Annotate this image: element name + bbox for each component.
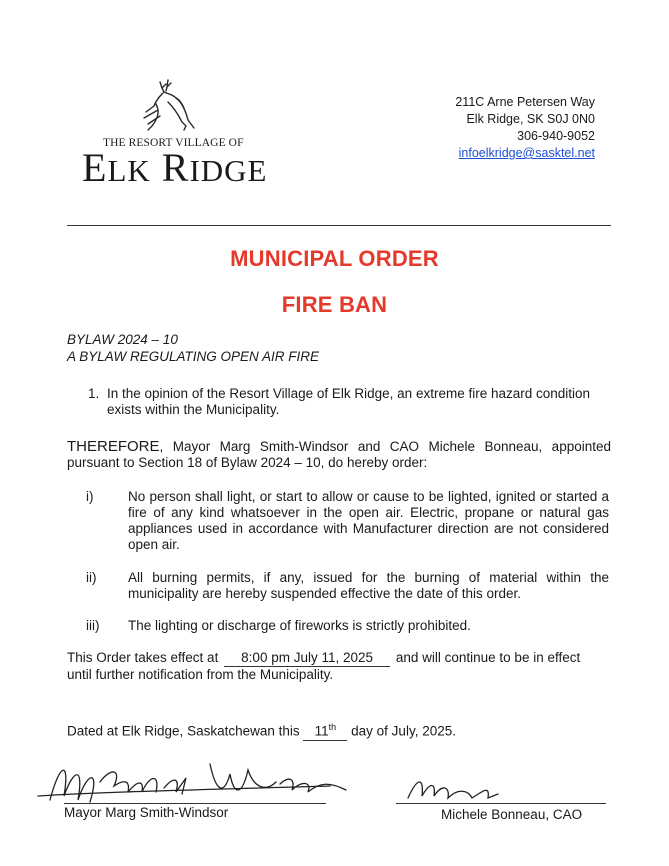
item-1-text: In the opinion of the Resort Village of Elk Ridge, an extreme fire hazard condition exists within the Municipality.: [107, 386, 591, 417]
cao-name: Michele Bonneau, CAO: [441, 807, 583, 822]
effect-before: This Order takes effect at: [67, 650, 219, 665]
logo-letters-idge: IDGE: [189, 153, 268, 188]
logo-letter-r: R: [161, 145, 190, 190]
therefore-text: , Mayor Marg Smith-Windsor and CAO Michele Bonneau, appointed pursuant to Section 18 of Bylaw 2024 – 10, do hereby order:: [67, 439, 611, 470]
logo-letter-e: E: [82, 145, 108, 190]
order-i-text: No person shall light, or start to allow or cause to be lighted, ignited or started a fire of any kind whatsoever in the open air. Electric, propane or natural gas appliances used in accordance with Manufacturer direction are not considered open air.: [128, 489, 609, 552]
therefore-paragraph: [67, 439, 611, 471]
bylaw-subtitle: A BYLAW REGULATING OPEN AIR FIRE: [67, 349, 320, 364]
address-phone: 306-940-9052: [517, 129, 595, 143]
bylaw-number: BYLAW 2024 – 10: [67, 332, 178, 347]
order-i-marker: i): [86, 489, 94, 504]
item-1-marker: 1.: [88, 386, 100, 401]
header-divider: [67, 225, 611, 226]
dated-after: day of July, 2025.: [351, 723, 456, 739]
order-iii-text: The lighting or discharge of fireworks is strictly prohibited.: [128, 618, 471, 633]
address-city: Elk Ridge, SK S0J 0N0: [466, 112, 595, 126]
effect-time: 8:00 pm July 11, 2025: [224, 650, 390, 667]
order-iii-marker: iii): [86, 618, 100, 633]
order-title: MUNICIPAL ORDER: [230, 246, 439, 271]
effect-line-2: until further notification from the Municipality.: [67, 667, 334, 682]
mayor-name: Mayor Marg Smith-Windsor: [64, 805, 229, 820]
cao-signature: [398, 768, 518, 812]
dated-before: Dated at Elk Ridge, Saskatchewan this: [67, 723, 300, 739]
deer-silhouette-icon: [138, 78, 198, 140]
logo-letters-lk: LK: [107, 153, 151, 188]
order-ii-text: All burning permits, if any, issued for the burning of material within the municipality are hereby suspended effective the date of this order.: [128, 570, 609, 601]
therefore-lead: THEREFORE: [67, 438, 160, 455]
dated-day-field: [303, 719, 347, 741]
logo-name: [82, 145, 268, 191]
effect-after: and will continue to be in effect: [395, 650, 581, 665]
order-subtitle: FIRE BAN: [281, 292, 388, 317]
dated-day-suffix: th: [328, 722, 337, 732]
mayor-signature-line: [64, 803, 326, 804]
address-street: 211C Arne Petersen Way: [455, 95, 595, 109]
address-email-link[interactable]: infoelkridge@sasktel.net: [458, 146, 595, 160]
order-ii-marker: ii): [86, 570, 97, 585]
dated-day: 11: [314, 723, 329, 739]
address-block: [455, 94, 595, 162]
effect-line-1: [67, 650, 627, 667]
cao-signature-line: [396, 803, 606, 804]
dated-line: [67, 719, 456, 741]
logo-subtitle: THE RESORT VILLAGE OF: [103, 137, 244, 149]
